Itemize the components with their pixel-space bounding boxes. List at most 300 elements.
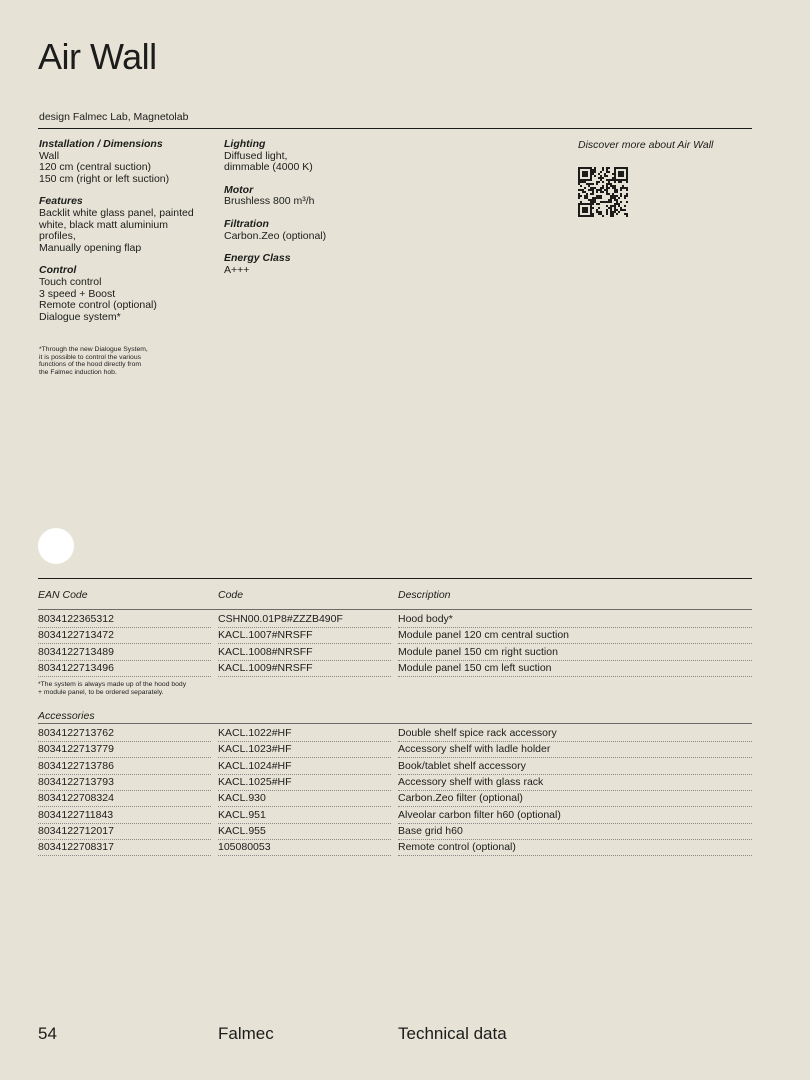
- qr-module: [586, 211, 588, 213]
- qr-module: [590, 177, 592, 179]
- qr-module: [606, 175, 608, 177]
- code-cell: KACL.1007#NRSFF: [218, 629, 313, 642]
- qr-module: [608, 167, 610, 169]
- qr-module: [578, 215, 580, 217]
- qr-module: [612, 195, 614, 197]
- qr-module: [626, 171, 628, 173]
- qr-module: [620, 179, 622, 181]
- qr-module: [620, 195, 622, 197]
- code-cell: KACL.955: [218, 824, 266, 837]
- qr-module: [620, 173, 622, 175]
- qr-module: [614, 171, 616, 173]
- spec-group: [224, 219, 404, 242]
- table-row: [38, 839, 752, 855]
- qr-module: [622, 175, 624, 177]
- spec-heading: Installation / Dimensions: [39, 138, 163, 150]
- spec-group: [39, 139, 219, 185]
- qr-module: [594, 171, 596, 173]
- qr-module: [606, 191, 608, 193]
- qr-module: [584, 181, 586, 183]
- qr-module: [578, 207, 580, 209]
- spec-heading: Motor: [224, 183, 254, 196]
- dialogue-footnote: *Through the new Dialogue System, it is possible to control the various functions of the hood directly from the Falmec induction hob.: [39, 346, 148, 376]
- qr-module: [622, 185, 624, 187]
- qr-module: [598, 213, 600, 215]
- qr-module: [610, 195, 612, 197]
- qr-module: [590, 201, 592, 203]
- qr-module: [626, 201, 628, 203]
- qr-module: [622, 167, 624, 169]
- qr-module: [578, 171, 580, 173]
- qr-module: [612, 193, 614, 195]
- qr-module: [596, 197, 598, 199]
- spec-heading: Features: [39, 195, 83, 208]
- qr-module: [584, 197, 586, 199]
- row-divider: [38, 676, 211, 677]
- qr-module: [626, 215, 628, 217]
- qr-module: [584, 209, 586, 211]
- qr-module: [606, 211, 608, 213]
- qr-module: [606, 169, 608, 171]
- qr-module: [590, 193, 592, 195]
- qr-module: [598, 173, 600, 175]
- qr-module: [596, 189, 598, 191]
- qr-module: [610, 183, 612, 185]
- qr-module: [624, 195, 626, 197]
- qr-module: [614, 169, 616, 171]
- qr-module: [612, 173, 614, 175]
- qr-module: [608, 199, 610, 201]
- ean-cell: 8034122711843: [38, 808, 114, 821]
- description-cell: Module panel 150 cm right suction: [398, 645, 558, 658]
- qr-module: [588, 215, 590, 217]
- qr-module: [620, 201, 622, 203]
- row-divider: [218, 676, 391, 677]
- ean-cell: 8034122713472: [38, 629, 114, 642]
- spec-heading: Lighting: [224, 138, 266, 150]
- qr-module: [598, 195, 600, 197]
- qr-module: [606, 167, 608, 169]
- qr-module: [624, 197, 626, 199]
- qr-module: [580, 215, 582, 217]
- table-row: [38, 725, 752, 741]
- qr-module: [598, 189, 600, 191]
- qr-module: [592, 207, 594, 209]
- qr-module: [578, 189, 580, 191]
- description-cell: Accessory shelf with ladle holder: [398, 743, 551, 756]
- qr-module: [620, 209, 622, 211]
- spec-text: Diffused light, dimmable (4000 K): [224, 149, 313, 174]
- qr-module: [612, 187, 614, 189]
- row-divider: [398, 676, 752, 677]
- ean-cell: 8034122713496: [38, 661, 114, 674]
- qr-module: [584, 173, 586, 175]
- qr-module: [578, 197, 580, 199]
- qr-module: [592, 193, 594, 195]
- qr-module: [614, 195, 616, 197]
- qr-module: [578, 195, 580, 197]
- qr-module: [596, 183, 598, 185]
- qr-module: [614, 197, 616, 199]
- description-cell: Base grid h60: [398, 824, 463, 837]
- footer-section: Technical data: [398, 1024, 507, 1043]
- qr-module: [602, 185, 604, 187]
- qr-module: [600, 179, 602, 181]
- qr-module: [600, 201, 602, 203]
- qr-module: [578, 167, 580, 169]
- code-cell: KACL.1025#HF: [218, 775, 292, 788]
- qr-module: [626, 169, 628, 171]
- description-cell: Accessory shelf with glass rack: [398, 775, 544, 788]
- qr-module: [592, 173, 594, 175]
- table-row: [38, 774, 752, 790]
- qr-module: [582, 203, 584, 205]
- qr-module: [586, 193, 588, 195]
- qr-module: [624, 209, 626, 211]
- description-cell: Remote control (optional): [398, 841, 516, 854]
- qr-module: [608, 207, 610, 209]
- qr-module: [614, 205, 616, 207]
- qr-module: [586, 167, 588, 169]
- qr-module: [584, 175, 586, 177]
- code-cell: 105080053: [218, 841, 271, 854]
- ean-cell: 8034122712017: [38, 824, 114, 837]
- ean-cell: 8034122708324: [38, 792, 114, 805]
- spec-column-middle: [224, 139, 404, 287]
- description-cell: Hood body*: [398, 613, 453, 625]
- qr-module: [622, 179, 624, 181]
- accessories-underline: [38, 723, 752, 724]
- row-divider: [218, 855, 391, 856]
- qr-module: [620, 181, 622, 183]
- qr-module: [598, 177, 600, 179]
- qr-module: [614, 187, 616, 189]
- code-cell: KACL.951: [218, 808, 266, 821]
- qr-module: [584, 167, 586, 169]
- qr-module: [624, 179, 626, 181]
- table-row: [38, 660, 752, 676]
- qr-module: [600, 191, 602, 193]
- qr-module: [592, 171, 594, 173]
- qr-module: [578, 181, 580, 183]
- spec-text: Backlit white glass panel, painted white, black matt aluminium profiles, Manually opening flap: [39, 206, 194, 254]
- spec-heading: Filtration: [224, 217, 269, 230]
- qr-module: [602, 181, 604, 183]
- description-cell: Book/tablet shelf accessory: [398, 759, 526, 772]
- qr-module: [584, 215, 586, 217]
- qr-module: [610, 215, 612, 217]
- qr-module: [590, 205, 592, 207]
- qr-module: [616, 179, 618, 181]
- footer-brand: Falmec: [218, 1024, 274, 1043]
- qr-module: [602, 167, 604, 169]
- qr-module: [592, 201, 594, 203]
- table-row: [38, 790, 752, 806]
- qr-module: [592, 169, 594, 171]
- page-number: 54: [38, 1024, 57, 1043]
- qr-module: [600, 197, 602, 199]
- code-cell: KACL.1008#NRSFF: [218, 645, 313, 658]
- row-divider: [398, 855, 752, 856]
- qr-module: [584, 211, 586, 213]
- spec-group: [224, 253, 404, 276]
- qr-module: [596, 209, 598, 211]
- qr-module: [578, 169, 580, 171]
- qr-module: [612, 179, 614, 181]
- discover-more-link[interactable]: Discover more about Air Wall: [578, 139, 714, 151]
- spec-group: [224, 139, 404, 174]
- col-header-ean: EAN Code: [38, 589, 88, 601]
- qr-module: [610, 179, 612, 181]
- qr-module: [582, 181, 584, 183]
- qr-module: [600, 211, 602, 213]
- qr-module: [580, 201, 582, 203]
- table-row: [38, 741, 752, 757]
- qr-module: [620, 189, 622, 191]
- qr-module: [620, 193, 622, 195]
- qr-module: [590, 213, 592, 215]
- qr-module: [610, 199, 612, 201]
- qr-module: [586, 215, 588, 217]
- qr-module: [580, 203, 582, 205]
- qr-module: [626, 167, 628, 169]
- description-cell: Carbon.Zeo filter (optional): [398, 792, 523, 805]
- qr-module: [626, 195, 628, 197]
- qr-module: [608, 181, 610, 183]
- description-cell: Module panel 120 cm central suction: [398, 629, 570, 642]
- qr-module: [588, 185, 590, 187]
- qr-module: [600, 171, 602, 173]
- qr-module: [610, 207, 612, 209]
- qr-module: [600, 175, 602, 177]
- qr-module: [616, 189, 618, 191]
- qr-module: [618, 173, 620, 175]
- qr-module: [618, 175, 620, 177]
- row-divider: [38, 855, 211, 856]
- qr-module: [626, 213, 628, 215]
- qr-module: [614, 211, 616, 213]
- qr-module: [602, 169, 604, 171]
- qr-module: [626, 175, 628, 177]
- qr-module: [584, 179, 586, 181]
- qr-module: [626, 189, 628, 191]
- qr-module: [594, 187, 596, 189]
- qr-module: [596, 195, 598, 197]
- qr-module: [606, 209, 608, 211]
- qr-module: [604, 189, 606, 191]
- table-row: [38, 627, 752, 643]
- qr-module: [614, 175, 616, 177]
- qr-module: [588, 183, 590, 185]
- qr-module: [590, 211, 592, 213]
- qr-module: [602, 201, 604, 203]
- qr-module: [584, 171, 586, 173]
- qr-module: [608, 179, 610, 181]
- qr-module: [590, 179, 592, 181]
- qr-module: [582, 207, 584, 209]
- qr-module: [600, 189, 602, 191]
- qr-module: [586, 171, 588, 173]
- qr-module: [626, 193, 628, 195]
- qr-module: [616, 201, 618, 203]
- qr-module: [612, 215, 614, 217]
- page-title: Air Wall: [38, 36, 157, 77]
- qr-module: [602, 177, 604, 179]
- qr-module: [594, 169, 596, 171]
- spec-text: Brushless 800 m³/h: [224, 195, 315, 208]
- qr-module: [606, 187, 608, 189]
- qr-module: [598, 207, 600, 209]
- qr-module: [614, 207, 616, 209]
- qr-module: [598, 203, 600, 205]
- qr-module: [590, 173, 592, 175]
- qr-module: [590, 169, 592, 171]
- qr-module: [614, 191, 616, 193]
- qr-module: [624, 205, 626, 207]
- qr-module: [580, 179, 582, 181]
- qr-module: [614, 181, 616, 183]
- spec-heading: Energy Class: [224, 252, 291, 265]
- qr-module: [592, 199, 594, 201]
- ean-cell: 8034122713793: [38, 775, 114, 788]
- qr-module: [594, 197, 596, 199]
- description-cell: Double shelf spice rack accessory: [398, 727, 557, 739]
- qr-module: [592, 191, 594, 193]
- qr-module: [622, 209, 624, 211]
- table-row: [38, 758, 752, 774]
- qr-module: [618, 203, 620, 205]
- qr-module: [618, 181, 620, 183]
- qr-module: [586, 183, 588, 185]
- qr-module: [600, 213, 602, 215]
- table-top-rule: [38, 578, 752, 579]
- qr-module: [586, 175, 588, 177]
- qr-module: [610, 205, 612, 207]
- qr-module: [602, 215, 604, 217]
- qr-module: [620, 171, 622, 173]
- qr-module: [608, 187, 610, 189]
- qr-module: [602, 191, 604, 193]
- accessories-title: Accessories: [38, 710, 95, 722]
- qr-module: [626, 179, 628, 181]
- qr-module: [578, 183, 580, 185]
- qr-module: [578, 209, 580, 211]
- qr-module: [612, 213, 614, 215]
- qr-module: [580, 185, 582, 187]
- qr-module: [616, 209, 618, 211]
- qr-module: [598, 211, 600, 213]
- header-underline: [38, 609, 752, 610]
- qr-module: [582, 209, 584, 211]
- qr-module: [620, 207, 622, 209]
- qr-module: [614, 177, 616, 179]
- ean-cell: 8034122713779: [38, 743, 114, 756]
- qr-module: [614, 209, 616, 211]
- qr-module: [606, 185, 608, 187]
- qr-module: [584, 187, 586, 189]
- qr-module: [608, 183, 610, 185]
- spec-text: A+++: [224, 263, 250, 276]
- qr-module: [594, 199, 596, 201]
- qr-module: [626, 173, 628, 175]
- qr-module: [620, 187, 622, 189]
- qr-module: [616, 213, 618, 215]
- spec-text: Wall 120 cm (central suction) 150 cm (right or left suction): [39, 149, 170, 185]
- qr-module: [606, 183, 608, 185]
- qr-module: [614, 179, 616, 181]
- qr-module: [590, 175, 592, 177]
- qr-module: [592, 189, 594, 191]
- code-cell: KACL.1024#HF: [218, 759, 292, 772]
- qr-module: [586, 207, 588, 209]
- qr-module: [590, 209, 592, 211]
- table-row: [38, 823, 752, 839]
- qr-module: [586, 173, 588, 175]
- qr-module: [578, 213, 580, 215]
- qr-module: [584, 207, 586, 209]
- table-row: [38, 611, 752, 627]
- spec-text: Carbon.Zeo (optional): [224, 229, 327, 242]
- table-row: [38, 807, 752, 823]
- qr-module: [598, 197, 600, 199]
- qr-module: [604, 173, 606, 175]
- qr-module: [580, 167, 582, 169]
- table-row: [38, 644, 752, 660]
- qr-module: [590, 207, 592, 209]
- code-cell: CSHN00.01P8#ZZZB490F: [218, 613, 343, 625]
- qr-module: [578, 203, 580, 205]
- qr-module: [608, 193, 610, 195]
- qr-module: [598, 181, 600, 183]
- code-cell: KACL.1009#NRSFF: [218, 661, 313, 674]
- qr-module: [610, 213, 612, 215]
- qr-module: [610, 185, 612, 187]
- qr-module: [622, 171, 624, 173]
- qr-module: [586, 195, 588, 197]
- qr-module: [584, 203, 586, 205]
- qr-module: [580, 195, 582, 197]
- qr-module: [578, 193, 580, 195]
- qr-module: [626, 177, 628, 179]
- qr-module: [616, 191, 618, 193]
- spec-group: [39, 265, 219, 323]
- qr-module: [606, 193, 608, 195]
- qr-module: [582, 175, 584, 177]
- qr-module: [582, 215, 584, 217]
- qr-module: [590, 187, 592, 189]
- qr-module: [586, 197, 588, 199]
- qr-module: [624, 213, 626, 215]
- qr-module: [582, 173, 584, 175]
- qr-module: [586, 209, 588, 211]
- qr-module: [588, 199, 590, 201]
- qr-module: [590, 203, 592, 205]
- qr-module: [586, 203, 588, 205]
- qr-module: [582, 167, 584, 169]
- qr-module: [588, 203, 590, 205]
- qr-module: [618, 205, 620, 207]
- qr-module: [608, 201, 610, 203]
- qr-module: [614, 173, 616, 175]
- spec-group: [39, 196, 219, 254]
- qr-code-icon[interactable]: [578, 167, 628, 217]
- qr-module: [606, 179, 608, 181]
- qr-module: [612, 177, 614, 179]
- qr-module: [592, 197, 594, 199]
- qr-module: [620, 167, 622, 169]
- qr-module: [600, 187, 602, 189]
- qr-module: [616, 167, 618, 169]
